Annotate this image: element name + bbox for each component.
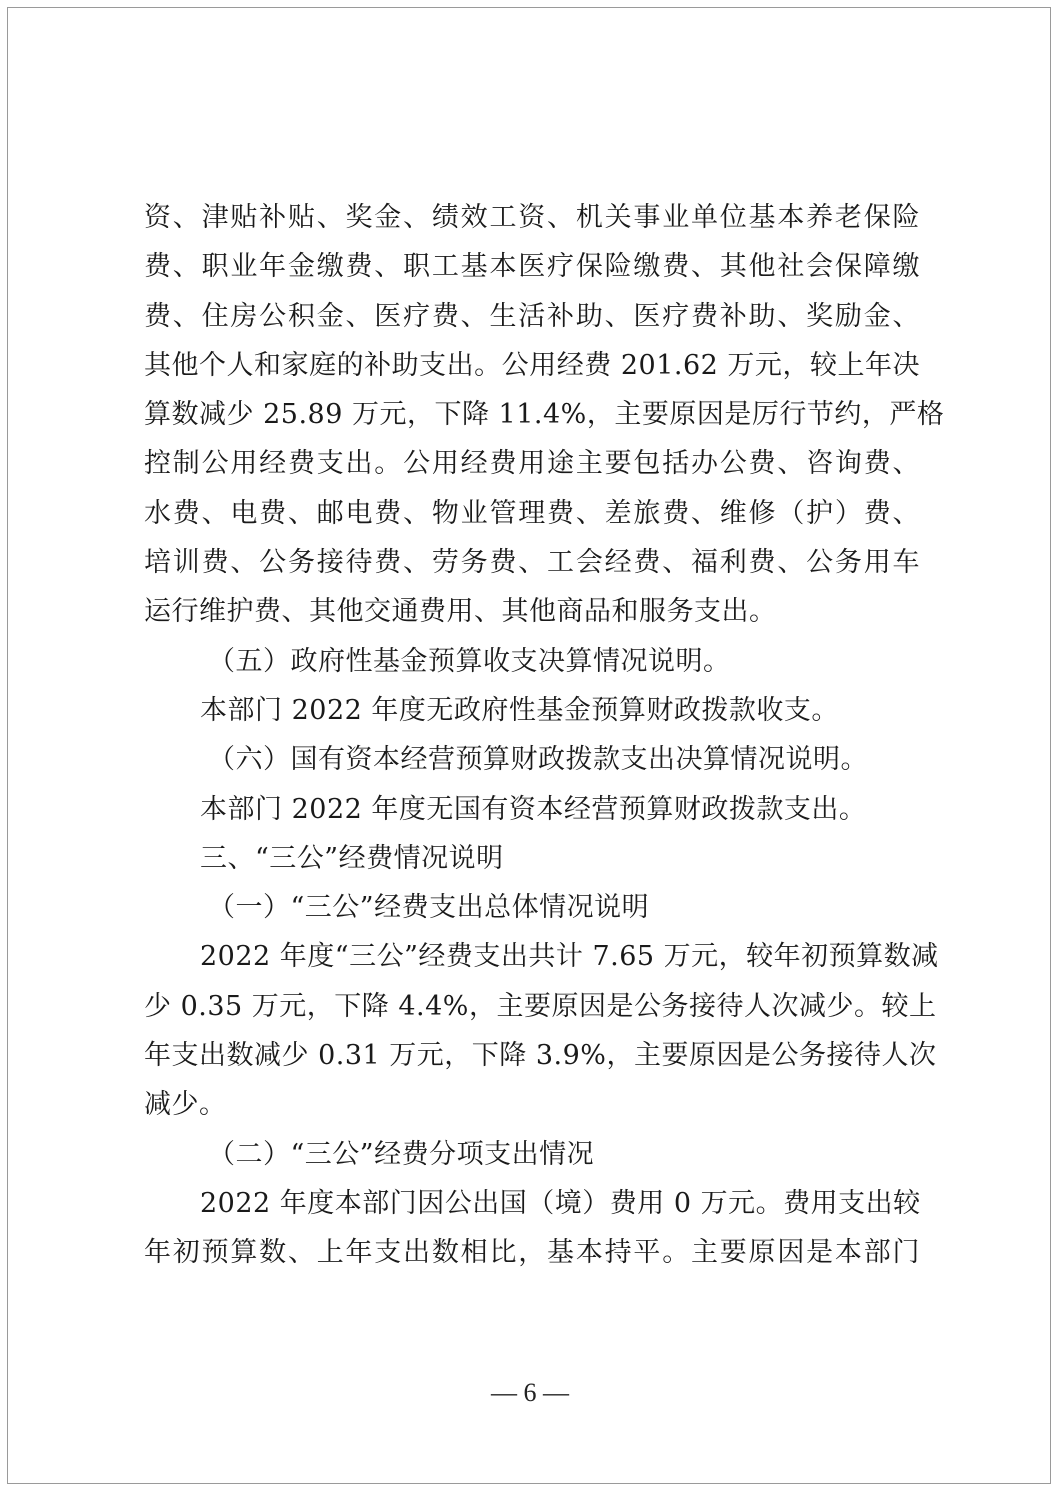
paragraph-line: 资、津贴补贴、奖金、绩效工资、机关事业单位基本养老保险 bbox=[144, 202, 920, 233]
paragraph-line: 算数减少 25.89 万元，下降 11.4%，主要原因是厉行节约，严格 bbox=[144, 399, 945, 431]
paragraph-line: 少 0.35 万元，下降 4.4%，主要原因是公务接待人次减少。较上 bbox=[144, 990, 937, 1022]
paragraph-line: 其他个人和家庭的补助支出。公用经费 201.62 万元，较上年决 bbox=[144, 349, 920, 381]
paragraph-line: 年初预算数、上年支出数相比，基本持平。主要原因是本部门 bbox=[144, 1237, 920, 1269]
paragraph-line: 运行维护费、其他交通费用、其他商品和服务支出。 bbox=[144, 596, 777, 628]
paragraph-line: 本部门 2022 年度无政府性基金预算财政拨款收支。 bbox=[200, 694, 839, 726]
paragraph-line: 培训费、公务接待费、劳务费、工会经费、福利费、公务用车 bbox=[144, 547, 920, 579]
section-heading-6: （六）国有资本经营预算财政拨款支出决算情况说明。 bbox=[208, 744, 868, 776]
paragraph-line: 2022 年度本部门因公出国（境）费用 0 万元。费用支出较 bbox=[200, 1187, 921, 1219]
paragraph-line: 水费、电费、邮电费、物业管理费、差旅费、维修（护）费、 bbox=[144, 497, 920, 529]
chapter-heading-3: 三、“三公”经费情况说明 bbox=[200, 842, 504, 874]
paragraph-line: 减少。 bbox=[144, 1089, 227, 1121]
paragraph-line: 控制公用经费支出。公用经费用途主要包括办公费、咨询费、 bbox=[144, 448, 920, 480]
section-heading-1: （一）“三公”经费支出总体情况说明 bbox=[208, 892, 650, 924]
paragraph-line: 费、住房公积金、医疗费、生活补助、医疗费补助、奖励金、 bbox=[144, 300, 920, 332]
paragraph-line: 年支出数减少 0.31 万元，下降 3.9%，主要原因是公务接待人次 bbox=[144, 1040, 937, 1072]
section-heading-2: （二）“三公”经费分项支出情况 bbox=[208, 1138, 595, 1170]
paragraph-line: 费、职业年金缴费、职工基本医疗保险缴费、其他社会保障缴 bbox=[144, 251, 920, 283]
paragraph-line: 2022 年度“三公”经费支出共计 7.65 万元，较年初预算数减 bbox=[200, 941, 939, 973]
document-body bbox=[144, 193, 945, 1278]
page-number: — 6 — bbox=[491, 1378, 569, 1407]
paragraph-line: 本部门 2022 年度无国有资本经营预算财政拨款支出。 bbox=[200, 793, 867, 825]
section-heading-5: （五）政府性基金预算收支决算情况说明。 bbox=[208, 645, 731, 677]
